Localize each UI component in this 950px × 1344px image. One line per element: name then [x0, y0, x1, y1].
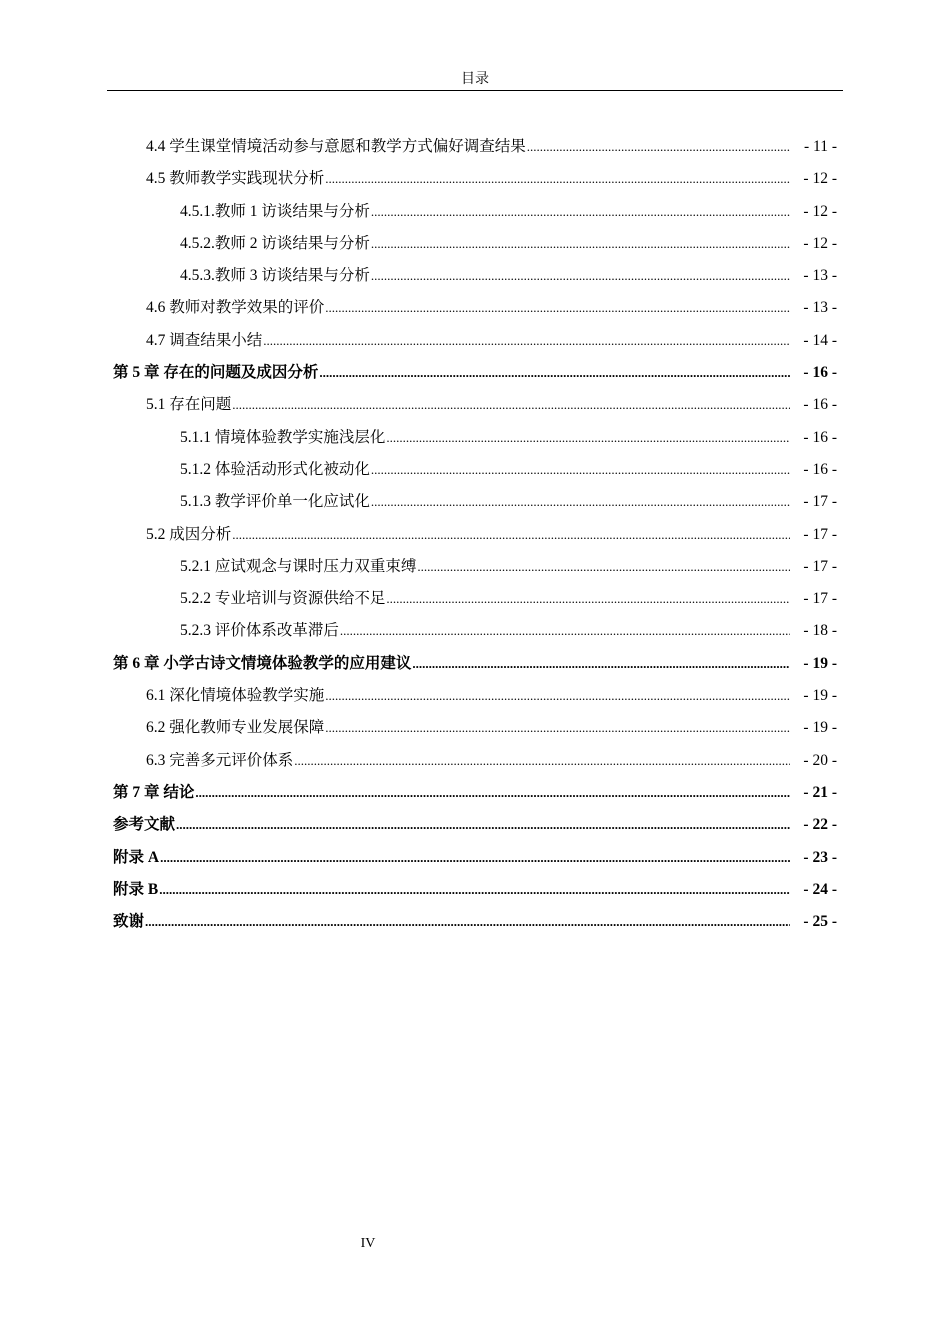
- toc-entry-page: - 13 -: [803, 267, 837, 285]
- page-number: IV: [360, 1236, 376, 1251]
- toc-entry-page: - 22 -: [803, 816, 837, 834]
- toc-leader-dots: [263, 332, 790, 350]
- toc-leader-dots: [325, 687, 790, 705]
- toc-entry-page: - 12 -: [803, 170, 837, 188]
- toc-leader-dots: [160, 849, 790, 867]
- toc-leader-dots: [412, 655, 790, 673]
- toc-leader-dots: [527, 138, 790, 156]
- toc-entry[interactable]: [113, 522, 837, 554]
- toc-entry[interactable]: [113, 392, 837, 424]
- toc-entry[interactable]: [113, 457, 837, 489]
- toc-entry-title: 5.2.3 评价体系改革滞后: [180, 622, 339, 640]
- toc-entry-title: 4.4 学生课堂情境活动参与意愿和教学方式偏好调查结果: [146, 138, 526, 155]
- toc-entry-title: 4.5.1.教师 1 访谈结果与分析: [180, 202, 370, 220]
- toc-entry[interactable]: [113, 328, 837, 360]
- toc-entry[interactable]: [113, 554, 837, 586]
- toc-entry-title: 5.2.2 专业培训与资源供给不足: [180, 590, 386, 608]
- toc-entry[interactable]: [113, 166, 837, 198]
- toc-entry[interactable]: [113, 489, 837, 521]
- toc-leader-dots: [232, 396, 790, 414]
- toc-entry-page: - 23 -: [803, 848, 837, 866]
- toc-entry[interactable]: [113, 586, 837, 618]
- toc-entry-title: 4.5.2.教师 2 访谈结果与分析: [180, 234, 370, 252]
- toc-entry[interactable]: [113, 295, 837, 327]
- toc-entry[interactable]: [113, 618, 837, 650]
- toc-entry-title: 4.6 教师对教学效果的评价: [146, 299, 325, 317]
- toc-entry-page: - 14 -: [803, 331, 837, 349]
- toc-entry-title: 第 5 章 存在的问题及成因分析: [113, 364, 319, 382]
- toc-entry[interactable]: [113, 909, 837, 941]
- toc-entry-title: 4.7 调查结果小结: [146, 331, 263, 349]
- toc-leader-dots: [325, 719, 790, 737]
- toc-leader-dots: [417, 558, 790, 576]
- toc-entry-page: - 17 -: [803, 590, 837, 608]
- toc-leader-dots: [371, 493, 790, 511]
- toc-entry-page: - 18 -: [803, 622, 837, 640]
- toc-leader-dots: [371, 461, 790, 479]
- toc-entry-title: 附录 A: [113, 848, 160, 866]
- toc-entry-page: - 11 -: [804, 138, 837, 155]
- toc-entry-title: 6.1 深化情境体验教学实施: [146, 687, 325, 705]
- toc-entry-title: 5.2.1 应试观念与课时压力双重束缚: [180, 557, 417, 575]
- toc-leader-dots: [325, 170, 790, 188]
- toc-entry-title: 5.1 存在问题: [146, 396, 232, 414]
- toc-entry[interactable]: [113, 748, 837, 780]
- toc-entry[interactable]: [113, 812, 837, 844]
- toc-entry[interactable]: [113, 683, 837, 715]
- toc-leader-dots: [145, 913, 790, 931]
- toc-leader-dots: [325, 299, 790, 317]
- toc-entry-page: - 19 -: [803, 719, 837, 737]
- toc-entry-title: 第 7 章 结论: [113, 783, 195, 801]
- toc-entry-title: 5.1.1 情境体验教学实施浅层化: [180, 428, 386, 446]
- toc-entry-page: - 20 -: [803, 751, 837, 769]
- toc-leader-dots: [159, 881, 790, 899]
- toc-leader-dots: [371, 235, 790, 253]
- toc-leader-dots: [176, 816, 790, 834]
- toc-entry[interactable]: [113, 425, 837, 457]
- toc-leader-dots: [386, 429, 790, 447]
- toc-leader-dots: [371, 267, 790, 285]
- toc-entry-title: 6.3 完善多元评价体系: [146, 751, 294, 769]
- toc-entry-page: - 21 -: [803, 783, 837, 801]
- toc-entry-page: - 17 -: [803, 525, 837, 543]
- toc-entry-title: 5.1.2 体验活动形式化被动化: [180, 460, 370, 478]
- toc-entry-title: 4.5.3.教师 3 访谈结果与分析: [180, 267, 370, 285]
- toc-entry-page: - 12 -: [803, 234, 837, 252]
- toc-entry-page: - 17 -: [803, 557, 837, 575]
- table-of-contents: [113, 134, 837, 941]
- toc-entry[interactable]: [113, 715, 837, 747]
- toc-entry[interactable]: [113, 845, 837, 877]
- toc-leader-dots: [294, 752, 790, 770]
- toc-entry[interactable]: [113, 199, 837, 231]
- toc-entry-title: 4.5 教师教学实践现状分析: [146, 170, 325, 188]
- toc-entry-title: 参考文献: [113, 816, 176, 834]
- toc-entry-page: - 24 -: [803, 880, 837, 898]
- toc-entry-page: - 19 -: [803, 687, 837, 705]
- toc-entry-page: - 16 -: [803, 428, 837, 446]
- toc-entry-page: - 16 -: [803, 396, 837, 414]
- toc-entry-title: 附录 B: [113, 880, 159, 898]
- toc-entry-page: - 16 -: [803, 460, 837, 478]
- toc-entry-title: 5.2 成因分析: [146, 525, 232, 543]
- toc-leader-dots: [371, 203, 790, 221]
- toc-entry-page: - 17 -: [803, 493, 837, 511]
- toc-leader-dots: [386, 590, 790, 608]
- toc-entry-title: 致谢: [113, 913, 145, 931]
- page-header: 目录: [107, 68, 843, 91]
- toc-leader-dots: [340, 622, 790, 640]
- toc-entry-title: 5.1.3 教学评价单一化应试化: [180, 493, 370, 511]
- toc-leader-dots: [232, 526, 790, 544]
- toc-entry-page: - 25 -: [803, 913, 837, 931]
- toc-entry-page: - 13 -: [803, 299, 837, 317]
- toc-entry-title: 6.2 强化教师专业发展保障: [146, 719, 325, 737]
- toc-leader-dots: [195, 784, 790, 802]
- toc-entry-page: - 19 -: [803, 654, 837, 672]
- toc-entry[interactable]: [113, 651, 837, 683]
- toc-entry-page: - 12 -: [803, 202, 837, 220]
- toc-entry[interactable]: [113, 877, 837, 909]
- toc-entry[interactable]: [113, 231, 837, 263]
- toc-entry[interactable]: [113, 780, 837, 812]
- toc-entry[interactable]: [113, 360, 837, 392]
- toc-entry[interactable]: [113, 134, 837, 166]
- toc-entry-title: 第 6 章 小学古诗文情境体验教学的应用建议: [113, 654, 412, 672]
- toc-entry-page: - 16 -: [803, 364, 837, 382]
- toc-entry[interactable]: [113, 263, 837, 295]
- toc-leader-dots: [319, 364, 790, 382]
